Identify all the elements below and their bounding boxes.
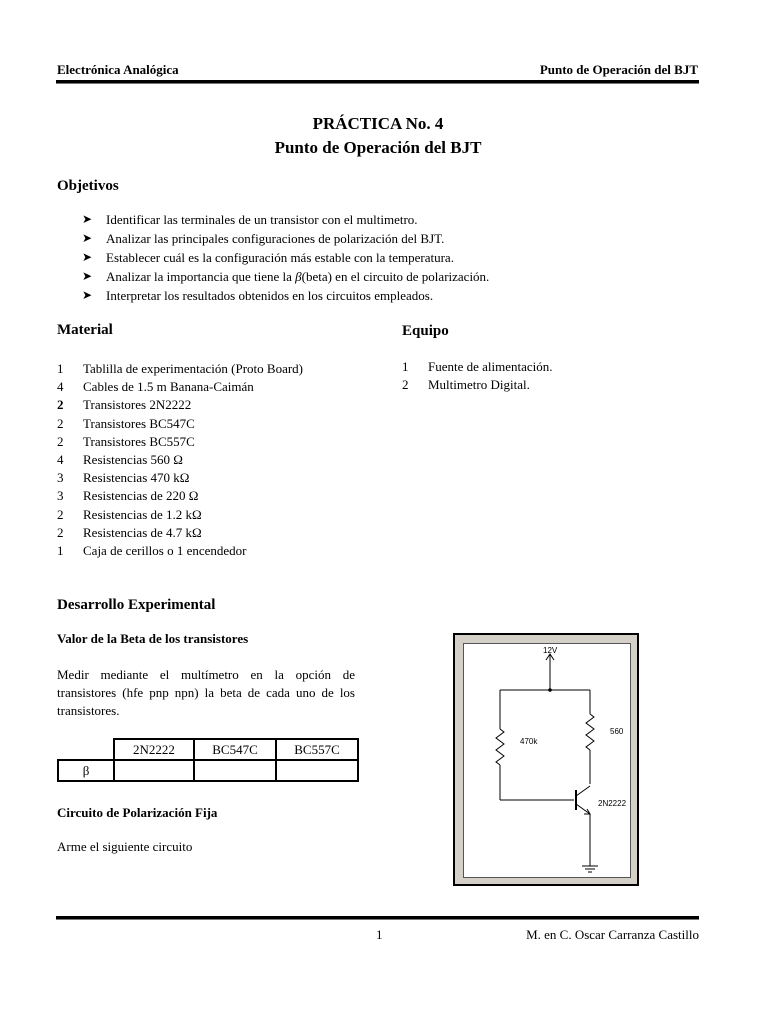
item-quantity: 2 [57,415,64,431]
table-row-label: β [58,760,114,781]
header-course-title: Electrónica Analógica [57,62,179,77]
footer-rule [56,916,699,920]
item-text: Transistores 2N2222 [83,397,192,413]
desarrollo-heading: Desarrollo Experimental [57,597,216,613]
fixed-bias-heading: Circuito de Polarización Fija [57,805,218,820]
beta-instructions: Medir mediante el multímetro en la opción de transistores (hfe pnp npn) la beta de cada uno de los transistores. [57,667,355,718]
item-text: Transistores BC547C [83,415,195,431]
item-quantity: 1 [402,359,409,374]
table-header-cell: 2N2222 [114,739,194,760]
rc-label: 560 [610,727,624,736]
item-quantity: 2 [57,397,64,413]
item-quantity: 1 [57,361,64,376]
header-rule [56,80,699,84]
item-text: Resistencias de 1.2 kΩ [83,506,202,522]
table-header-row [58,739,358,760]
transistor-emitter-lead [576,804,590,814]
item-text: Fuente de alimentación. [428,359,553,374]
item-quantity: 4 [57,451,64,467]
item-text: Caja de cerillos o 1 encendedor [83,542,247,558]
table-empty-cell [114,760,194,781]
item-quantity: 1 [57,542,64,558]
material-heading: Material [57,322,113,338]
objetivo-item: ➤ Analizar las principales configuraciones de polarización del BJT. [82,231,445,246]
fixed-bias-schematic [464,644,630,877]
supply-label: 12V [543,646,558,655]
item-quantity: 2 [57,506,64,522]
rb-resistor-icon [496,729,504,765]
table-header-cell: BC557C [276,739,358,760]
equipo-heading: Equipo [402,323,449,339]
rb-label: 470k [520,737,538,746]
table-empty-cell [276,760,358,781]
arrow-bullet-icon: ➤ [82,250,93,264]
objetivo-item: ➤ Analizar la importancia que tiene la β(beta) en el circuito de polarización. [82,269,490,284]
transistor-collector-lead [576,786,590,796]
item-text: Resistencias de 220 Ω [83,488,199,504]
objetivo-item: ➤ Interpretar los resultados obtenidos en los circuitos empleados. [82,288,434,303]
junction-dot [548,688,552,692]
circuit-canvas [463,643,631,878]
item-text: Multimetro Digital. [428,377,530,393]
header-topic-title: Punto de Operación del BJT [539,62,698,77]
item-text: Resistencias de 4.7 kΩ [83,524,202,540]
arrow-bullet-icon: ➤ [82,288,93,302]
fixed-bias-instructions: Arme el siguiente circuito [57,839,193,854]
footer-author: M. en C. Oscar Carranza Castillo [526,927,699,942]
beta-symbol: β [295,269,302,284]
item-text: Cables de 1.5 m Banana-Caimán [83,379,254,395]
practice-title: Punto de Operación del BJT [274,138,482,157]
page-number: 1 [376,927,383,942]
table-row [58,760,358,781]
practice-number-title: PRÁCTICA No. 4 [312,114,444,133]
objetivos-heading: Objetivos [57,178,119,194]
objetivo-item: ➤ Identificar las terminales de un transistor con el multimetro. [82,212,418,227]
item-quantity: 3 [57,470,64,486]
arrow-bullet-icon: ➤ [82,231,93,245]
arrow-bullet-icon: ➤ [82,212,93,226]
table-corner-cell [58,739,114,760]
item-quantity: 2 [57,433,64,449]
table-empty-cell [194,760,276,781]
item-quantity: 3 [57,488,64,504]
table-header-cell: BC547C [194,739,276,760]
item-quantity: 2 [402,377,409,393]
item-quantity: 4 [57,379,64,395]
arrow-bullet-icon: ➤ [82,269,93,283]
item-text: Resistencias 560 Ω [83,451,183,467]
objetivos-list [82,210,489,305]
item-text: Tablilla de experimentación (Proto Board) [83,361,304,376]
item-text: Transistores BC557C [83,433,195,449]
beta-section-heading: Valor de la Beta de los transistores [57,631,249,646]
transistor-label: 2N2222 [598,799,627,808]
item-text: Resistencias 470 kΩ [83,470,190,486]
rc-resistor-icon [586,714,594,750]
beta-table [57,738,359,782]
item-quantity: 2 [57,524,64,540]
circuit-figure [453,633,639,886]
objetivo-item: ➤ Establecer cuál es la configuración más estable con la temperatura. [82,250,454,265]
